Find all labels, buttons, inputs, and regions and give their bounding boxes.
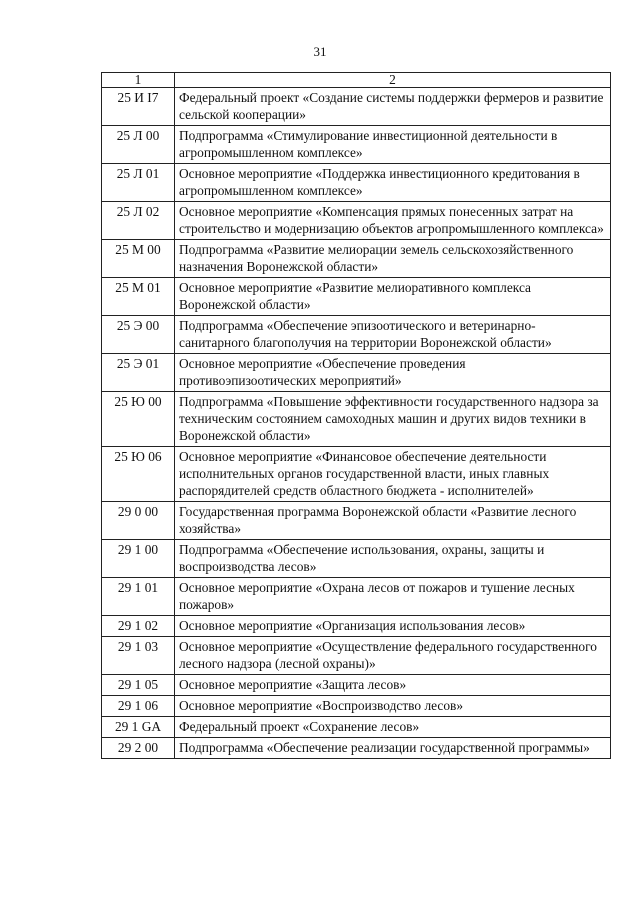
table-row — [102, 540, 611, 578]
row-description: Основное мероприятие «Защита лесов» — [175, 675, 611, 696]
row-code: 29 1 01 — [102, 578, 175, 616]
table-row — [102, 696, 611, 717]
column-header-1: 1 — [102, 73, 175, 88]
row-code: 25 Э 01 — [102, 354, 175, 392]
row-description: Основное мероприятие «Компенсация прямых понесенных затрат на строительство и модернизацию объектов агропромышленного комплекса» — [175, 202, 611, 240]
row-code: 25 М 01 — [102, 278, 175, 316]
table-row — [102, 502, 611, 540]
row-code: 29 1 06 — [102, 696, 175, 717]
row-code: 29 1 00 — [102, 540, 175, 578]
row-code: 29 1 02 — [102, 616, 175, 637]
row-code: 29 1 GA — [102, 717, 175, 738]
table-row — [102, 278, 611, 316]
table-row — [102, 447, 611, 502]
table-row — [102, 354, 611, 392]
row-description: Подпрограмма «Обеспечение эпизоотического и ветеринарно-санитарного благополучия на территории Воронежской области» — [175, 316, 611, 354]
row-description: Основное мероприятие «Обеспечение проведения противоэпизоотических мероприятий» — [175, 354, 611, 392]
table-row — [102, 637, 611, 675]
row-code: 29 2 00 — [102, 738, 175, 759]
row-description: Подпрограмма «Развитие мелиорации земель сельскохозяйственного назначения Воронежской области» — [175, 240, 611, 278]
row-description: Подпрограмма «Повышение эффективности государственного надзора за техническим состоянием самоходных машин и других видов техники в Воронежской области» — [175, 392, 611, 447]
table-row — [102, 717, 611, 738]
budget-classification-table — [101, 72, 611, 759]
page-number: 31 — [313, 44, 327, 59]
row-description: Основное мероприятие «Финансовое обеспечение деятельности исполнительных органов государственной власти, иных главных распорядителей средств областного бюджета - исполнителей» — [175, 447, 611, 502]
table-header-row — [102, 73, 611, 88]
row-code: 25 Э 00 — [102, 316, 175, 354]
column-header-2: 2 — [175, 73, 611, 88]
row-description: Федеральный проект «Создание системы поддержки фермеров и развитие сельской кооперации» — [175, 88, 611, 126]
row-description: Основное мероприятие «Поддержка инвестиционного кредитования в агропромышленном комплексе» — [175, 164, 611, 202]
table-row — [102, 240, 611, 278]
row-code: 25 И I7 — [102, 88, 175, 126]
table-row — [102, 578, 611, 616]
row-description: Подпрограмма «Обеспечение использования, охраны, защиты и воспроизводства лесов» — [175, 540, 611, 578]
row-code: 25 М 00 — [102, 240, 175, 278]
row-code: 29 0 00 — [102, 502, 175, 540]
row-description: Основное мероприятие «Организация использования лесов» — [175, 616, 611, 637]
table-row — [102, 126, 611, 164]
row-description: Основное мероприятие «Развитие мелиоративного комплекса Воронежской области» — [175, 278, 611, 316]
table-row — [102, 88, 611, 126]
row-code: 25 Ю 00 — [102, 392, 175, 447]
table-row — [102, 616, 611, 637]
table-row — [102, 675, 611, 696]
row-description: Государственная программа Воронежской области «Развитие лесного хозяйства» — [175, 502, 611, 540]
row-code: 25 Ю 06 — [102, 447, 175, 502]
row-code: 25 Л 02 — [102, 202, 175, 240]
table-row — [102, 316, 611, 354]
row-description: Федеральный проект «Сохранение лесов» — [175, 717, 611, 738]
table-row — [102, 392, 611, 447]
row-description: Основное мероприятие «Осуществление федерального государственного лесного надзора (лесной охраны)» — [175, 637, 611, 675]
row-description: Подпрограмма «Обеспечение реализации государственной программы» — [175, 738, 611, 759]
row-code: 29 1 05 — [102, 675, 175, 696]
row-description: Основное мероприятие «Воспроизводство лесов» — [175, 696, 611, 717]
table-row — [102, 202, 611, 240]
row-code: 29 1 03 — [102, 637, 175, 675]
table-row — [102, 164, 611, 202]
row-description: Подпрограмма «Стимулирование инвестиционной деятельности в агропромышленном комплексе» — [175, 126, 611, 164]
row-description: Основное мероприятие «Охрана лесов от пожаров и тушение лесных пожаров» — [175, 578, 611, 616]
row-code: 25 Л 01 — [102, 164, 175, 202]
row-code: 25 Л 00 — [102, 126, 175, 164]
table-row — [102, 738, 611, 759]
